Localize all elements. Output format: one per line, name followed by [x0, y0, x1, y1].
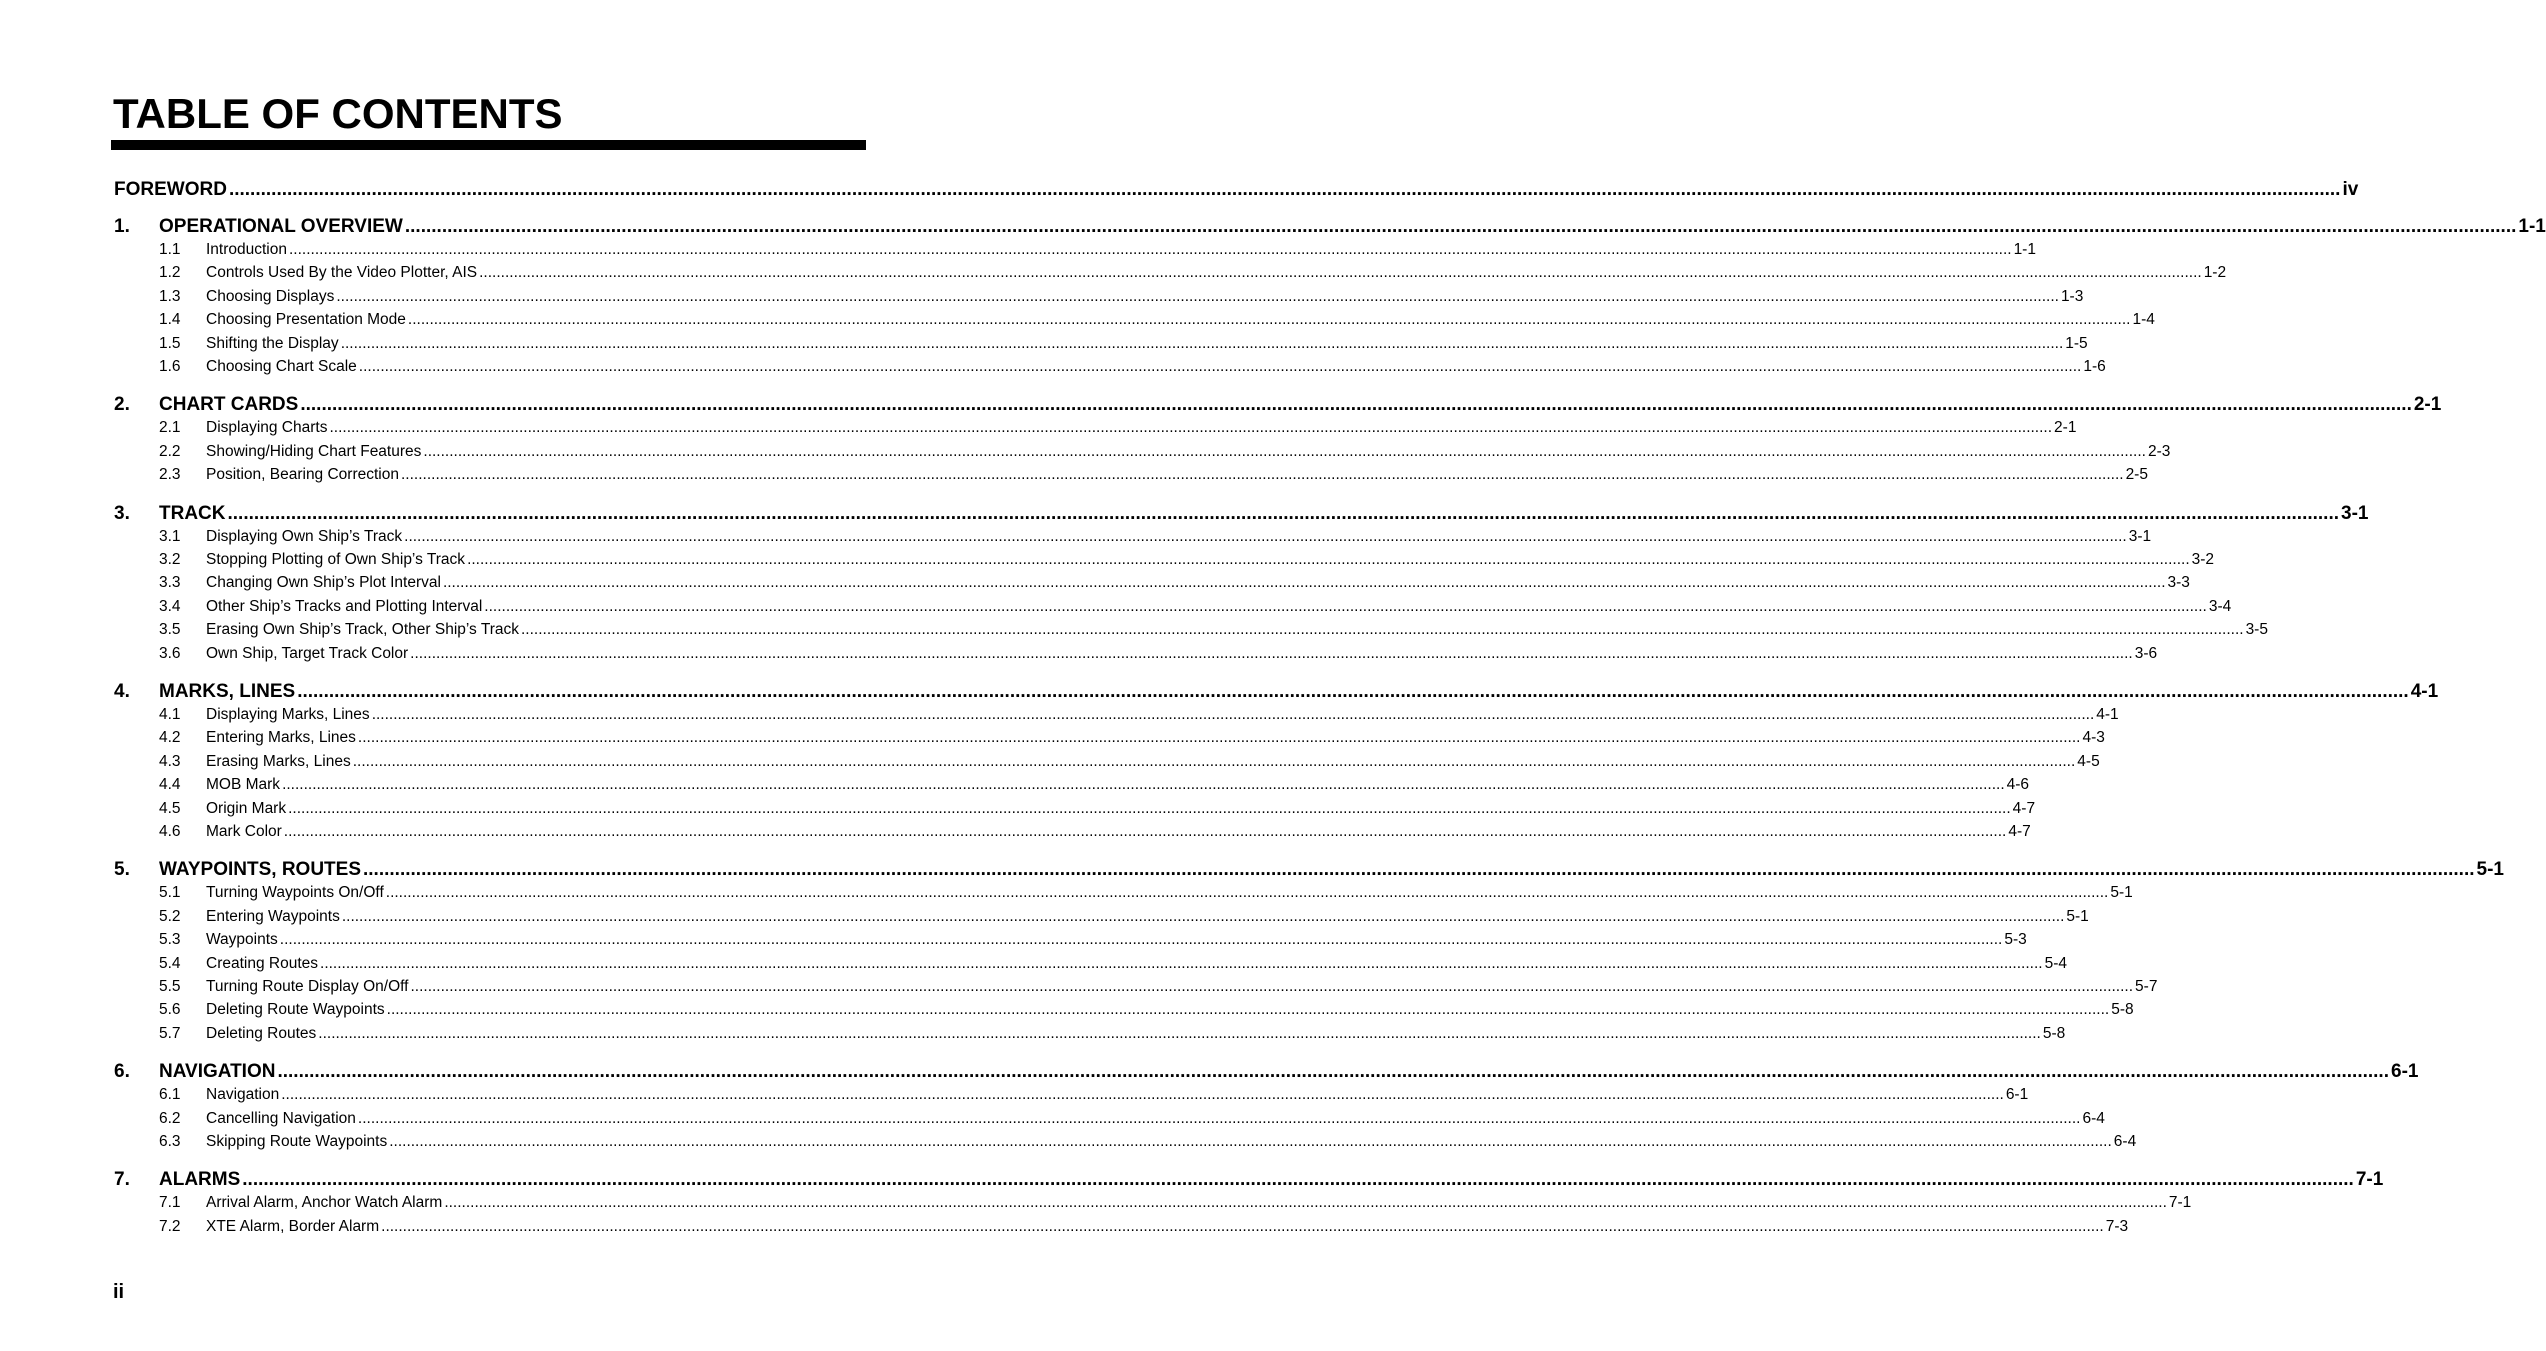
toc-entry-title: Navigation	[206, 1086, 280, 1104]
toc-entry-number: 5.3	[159, 931, 181, 949]
toc-entry-title: OPERATIONAL OVERVIEW	[159, 216, 403, 237]
toc-entry-page: 2-5	[2125, 466, 2148, 484]
toc-entry-page: 3-6	[2134, 644, 2158, 662]
dot-leader: ................................................................................................................................................................................................................................................................................................................................................................................................................	[444, 1194, 2167, 1212]
toc-section-entry[interactable]	[159, 728, 2105, 748]
dot-leader: ................................................................................................................................................................................................................................................................................................................................................................................................................	[358, 358, 2082, 375]
toc-entry-page: 6-4	[2113, 1133, 2137, 1150]
toc-section-entry[interactable]	[159, 310, 2155, 330]
toc-section-entry[interactable]	[159, 799, 2036, 819]
dot-leader: ................................................................................................................................................................................................................................................................................................................................................................................................................	[363, 859, 2475, 881]
toc-entry-page: 5-8	[2111, 1001, 2134, 1019]
toc-entry-title: Other Ship’s Tracks and Plotting Interval	[206, 597, 483, 615]
toc-entry-number: 5.5	[159, 978, 181, 995]
toc-entry-title: Arrival Alarm, Anchor Watch Alarm	[206, 1194, 443, 1212]
toc-entry-title: Choosing Displays	[206, 287, 335, 305]
toc-entry-page: 7-1	[2355, 1169, 2384, 1191]
toc-entry-title: Showing/Hiding Chart Features	[206, 442, 422, 460]
dot-leader: ................................................................................................................................................................................................................................................................................................................................................................................................................	[283, 823, 2007, 840]
toc-entry-number: 4.5	[159, 799, 181, 817]
dot-leader: ................................................................................................................................................................................................................................................................................................................................................................................................................	[320, 954, 2043, 972]
toc-section-entry[interactable]	[159, 1085, 2029, 1105]
dot-leader: ................................................................................................................................................................................................................................................................................................................................................................................................................	[442, 574, 2166, 592]
toc-entry-number: 3.6	[159, 644, 181, 662]
toc-entry-title: Erasing Marks, Lines	[206, 752, 351, 770]
toc-entry-title: Deleting Route Waypoints	[206, 1001, 385, 1019]
toc-entry-number: 5.4	[159, 954, 181, 972]
toc-entry-page: 6-1	[2391, 1061, 2419, 1083]
toc-section-entry[interactable]	[159, 334, 2088, 354]
toc-entry-number: 3.4	[159, 597, 181, 615]
toc-entry-number: 7.2	[159, 1217, 181, 1235]
toc-entry-title: Controls Used By the Video Plotter, AIS	[206, 264, 478, 282]
toc-entry-page: 1-1	[2518, 216, 2546, 237]
toc-section-entry[interactable]	[159, 550, 2215, 570]
toc-entry-page: 6-1	[2005, 1086, 2029, 1104]
dot-leader: ................................................................................................................................................................................................................................................................................................................................................................................................................	[281, 1086, 2004, 1104]
toc-chapter-entry[interactable]	[114, 502, 2369, 526]
toc-section-entry[interactable]	[159, 287, 2084, 307]
toc-entry-page: 7-1	[2168, 1194, 2192, 1212]
toc-entry-page: 4-1	[2410, 681, 2439, 702]
toc-entry-page: 3-1	[2341, 502, 2369, 524]
toc-entry-page: 3-3	[2167, 574, 2190, 592]
toc-entry-title: Changing Own Ship’s Plot Interval	[206, 574, 441, 592]
toc-section-entry[interactable]	[159, 907, 2089, 927]
toc-entry-title: Entering Marks, Lines	[206, 729, 356, 747]
toc-entry-title: Displaying Marks, Lines	[206, 706, 370, 723]
dot-leader: ................................................................................................................................................................................................................................................................................................................................................................................................................	[352, 752, 2076, 770]
toc-entry-page: 1-4	[2132, 311, 2155, 329]
dot-leader: ................................................................................................................................................................................................................................................................................................................................................................................................................	[341, 907, 2065, 925]
dot-leader: ................................................................................................................................................................................................................................................................................................................................................................................................................	[407, 311, 2131, 329]
toc-section-entry[interactable]	[159, 442, 2171, 462]
toc-entry-title: TRACK	[159, 502, 226, 524]
dot-leader: ................................................................................................................................................................................................................................................................................................................................................................................................................	[227, 502, 2340, 524]
toc-entry-number: 5.6	[159, 1001, 181, 1019]
toc-entry-title: Origin Mark	[206, 799, 287, 817]
toc-section-entry[interactable]	[159, 240, 2036, 260]
toc-entry-title: Erasing Own Ship’s Track, Other Ship’s Track	[206, 621, 519, 639]
toc-entry-number: 6.2	[159, 1109, 181, 1127]
title-divider	[111, 140, 866, 150]
toc-entry-title: Position, Bearing Correction	[206, 466, 399, 484]
toc-section-entry[interactable]	[159, 954, 2067, 974]
toc-section-entry[interactable]	[159, 775, 2030, 795]
dot-leader: ................................................................................................................................................................................................................................................................................................................................................................................................................	[404, 216, 2517, 237]
toc-entry-page: 5-1	[2066, 907, 2089, 925]
toc-entry-number: 1.	[114, 216, 130, 237]
toc-entry-number: 2.1	[159, 419, 181, 437]
page-title: TABLE OF CONTENTS	[113, 90, 563, 137]
page-number: ii	[113, 1281, 125, 1303]
toc-entry-page: 4-7	[2012, 799, 2036, 817]
toc-section-entry[interactable]	[159, 597, 2232, 617]
toc-entry-number: 4.4	[159, 776, 181, 794]
dot-leader: ................................................................................................................................................................................................................................................................................................................................................................................................................	[336, 287, 2059, 305]
toc-entry-page: 3-5	[2245, 621, 2268, 639]
dot-leader: ................................................................................................................................................................................................................................................................................................................................................................................................................	[279, 931, 2003, 949]
toc-entry-page: 4-7	[2008, 823, 2031, 840]
toc-section-entry[interactable]	[159, 527, 2152, 547]
toc-entry-title: Creating Routes	[206, 954, 319, 972]
toc-entry-page: 5-3	[2004, 931, 2027, 949]
toc-entry-title: Displaying Charts	[206, 419, 328, 437]
toc-entry-title: Entering Waypoints	[206, 907, 340, 925]
toc-entry-number: 6.3	[159, 1133, 181, 1150]
toc-entry-title: Shifting the Display	[206, 334, 339, 352]
toc-entry-page: 1-5	[2065, 334, 2088, 352]
dot-leader: ................................................................................................................................................................................................................................................................................................................................................................................................................	[423, 442, 2146, 460]
dot-leader: ................................................................................................................................................................................................................................................................................................................................................................................................................	[521, 621, 2244, 639]
toc-section-entry[interactable]	[159, 1024, 2066, 1044]
toc-entry-number: 1.5	[159, 334, 181, 352]
dot-leader: ................................................................................................................................................................................................................................................................................................................................................................................................................	[484, 597, 2207, 615]
toc-entry-title: XTE Alarm, Border Alarm	[206, 1217, 380, 1235]
toc-entry-number: 5.	[114, 859, 130, 881]
toc-entry-page: 4-5	[2077, 752, 2100, 770]
toc-section-entry[interactable]	[159, 752, 2100, 772]
toc-entry-number: 1.3	[159, 287, 181, 305]
dot-leader: ................................................................................................................................................................................................................................................................................................................................................................................................................	[288, 799, 2011, 817]
toc-section-entry[interactable]	[159, 1217, 2129, 1237]
dot-leader: ................................................................................................................................................................................................................................................................................................................................................................................................................	[404, 527, 2127, 545]
toc-entry-page: 3-2	[2191, 551, 2215, 568]
dot-leader: ................................................................................................................................................................................................................................................................................................................................................................................................................	[289, 241, 2012, 258]
toc-entry-number: 6.1	[159, 1086, 181, 1104]
toc-entry-page: 1-6	[2083, 358, 2106, 375]
toc-section-entry[interactable]	[159, 465, 2148, 485]
toc-section-entry[interactable]	[159, 883, 2133, 903]
dot-leader: ................................................................................................................................................................................................................................................................................................................................................................................................................	[381, 1217, 2104, 1235]
toc-entry-page: 4-1	[2096, 706, 2119, 723]
toc-entry-number: 3.5	[159, 621, 181, 639]
toc-section-entry[interactable]	[159, 418, 2077, 438]
toc-section-entry[interactable]	[159, 1193, 2192, 1213]
dot-leader: ................................................................................................................................................................................................................................................................................................................................................................................................................	[386, 1001, 2110, 1019]
toc-entry-page: iv	[2342, 179, 2359, 200]
toc-entry-title: Turning Waypoints On/Off	[206, 884, 384, 902]
toc-entry-page: 1-3	[2060, 287, 2084, 305]
toc-chapter-entry[interactable]	[114, 1060, 2419, 1084]
toc-entry-title: Choosing Chart Scale	[206, 358, 357, 375]
toc-entry-number: 4.3	[159, 752, 181, 770]
dot-leader: ................................................................................................................................................................................................................................................................................................................................................................................................................	[401, 466, 2124, 484]
toc-entry-page: 2-3	[2147, 442, 2171, 460]
toc-entry-number: 3.1	[159, 527, 181, 545]
toc-entry-page: 5-8	[2042, 1024, 2066, 1042]
toc-entry-title: Cancelling Navigation	[206, 1109, 356, 1127]
toc-entry-title: Own Ship, Target Track Color	[206, 644, 409, 662]
toc-entry-number: 4.	[114, 681, 130, 702]
toc-entry-number: 4.1	[159, 706, 181, 723]
toc-entry-page: 1-2	[2203, 264, 2227, 282]
toc-entry-page: 6-4	[2082, 1109, 2105, 1127]
toc-entry-title: WAYPOINTS, ROUTES	[159, 859, 361, 881]
toc-entry-title: Turning Route Display On/Off	[206, 978, 409, 995]
toc-entry-number: 7.	[114, 1169, 130, 1191]
dot-leader: ................................................................................................................................................................................................................................................................................................................................................................................................................	[228, 179, 2341, 200]
toc-entry-number: 2.3	[159, 466, 181, 484]
toc-chapter-entry[interactable]	[114, 215, 2546, 239]
dot-leader: ................................................................................................................................................................................................................................................................................................................................................................................................................	[410, 978, 2134, 995]
toc-section-entry[interactable]	[159, 1132, 2137, 1152]
toc-entry-page: 2-1	[2413, 394, 2442, 416]
toc-entry-number: 1.6	[159, 358, 181, 375]
toc-section-entry[interactable]	[159, 644, 2158, 664]
toc-section-entry[interactable]	[159, 357, 2106, 377]
dot-leader: ................................................................................................................................................................................................................................................................................................................................................................................................................	[282, 776, 2005, 794]
toc-section-entry[interactable]	[159, 930, 2027, 950]
toc-chapter-entry[interactable]	[114, 1168, 2384, 1192]
toc-entry-number: 3.2	[159, 551, 181, 568]
dot-leader: ................................................................................................................................................................................................................................................................................................................................................................................................................	[410, 644, 2133, 662]
dot-leader: ................................................................................................................................................................................................................................................................................................................................................................................................................	[300, 394, 2412, 416]
toc-section-entry[interactable]	[159, 1109, 2105, 1129]
toc-entry-page: 1-1	[2013, 241, 2036, 258]
toc-section-entry[interactable]	[159, 573, 2190, 593]
toc-entry-page: 5-1	[2110, 884, 2133, 902]
toc-entry-page: 5-4	[2044, 954, 2067, 972]
dot-leader: ................................................................................................................................................................................................................................................................................................................................................................................................................	[385, 884, 2109, 902]
toc-entry-title: Skipping Route Waypoints	[206, 1133, 388, 1150]
toc-entry-number: 2.	[114, 394, 130, 416]
toc-entry-number: 2.2	[159, 442, 181, 460]
toc-entry-page: 4-6	[2006, 776, 2030, 794]
dot-leader: ................................................................................................................................................................................................................................................................................................................................................................................................................	[479, 264, 2202, 282]
toc-entry-number: 4.2	[159, 729, 181, 747]
toc-entry-number: 5.1	[159, 884, 181, 902]
toc-entry-number: 3.	[114, 502, 130, 524]
toc-chapter-entry[interactable]	[114, 178, 2359, 202]
dot-leader: ................................................................................................................................................................................................................................................................................................................................................................................................................	[371, 706, 2095, 723]
toc-entry-page: 2-1	[2054, 419, 2077, 437]
toc-entry-number: 6.	[114, 1061, 130, 1083]
toc-section-entry[interactable]	[159, 263, 2227, 283]
dot-leader: ................................................................................................................................................................................................................................................................................................................................................................................................................	[357, 729, 2081, 747]
toc-entry-number: 3.3	[159, 574, 181, 592]
toc-entry-number: 7.1	[159, 1194, 181, 1212]
toc-section-entry[interactable]	[159, 620, 2268, 640]
dot-leader: ................................................................................................................................................................................................................................................................................................................................................................................................................	[277, 1061, 2389, 1083]
toc-entry-title: Displaying Own Ship’s Track	[206, 527, 403, 545]
dot-leader: ................................................................................................................................................................................................................................................................................................................................................................................................................	[329, 419, 2053, 437]
toc-section-entry[interactable]	[159, 705, 2119, 725]
toc-entry-page: 3-4	[2208, 597, 2232, 615]
toc-chapter-entry[interactable]	[114, 393, 2442, 417]
dot-leader: ................................................................................................................................................................................................................................................................................................................................................................................................................	[340, 334, 2064, 352]
toc-entry-title: Deleting Routes	[206, 1024, 317, 1042]
toc-entry-number: 5.7	[159, 1024, 181, 1042]
toc-entry-title: Choosing Presentation Mode	[206, 311, 406, 329]
toc-entry-title: Mark Color	[206, 823, 282, 840]
toc-entry-title: FOREWORD	[114, 179, 227, 200]
toc-entry-title: Waypoints	[206, 931, 278, 949]
toc-entry-title: MOB Mark	[206, 776, 281, 794]
toc-entry-page: 4-3	[2082, 729, 2105, 747]
toc-entry-title: ALARMS	[159, 1169, 241, 1191]
dot-leader: ................................................................................................................................................................................................................................................................................................................................................................................................................	[389, 1133, 2112, 1150]
toc-entry-number: 1.1	[159, 241, 181, 258]
toc-entry-page: 5-7	[2135, 978, 2158, 995]
toc-entry-title: NAVIGATION	[159, 1061, 276, 1083]
toc-entry-page: 7-3	[2105, 1217, 2129, 1235]
toc-section-entry[interactable]	[159, 1000, 2134, 1020]
toc-entry-number: 5.2	[159, 907, 181, 925]
toc-entry-title: MARKS, LINES	[159, 681, 296, 702]
toc-section-entry[interactable]	[159, 822, 2031, 842]
toc-chapter-entry[interactable]	[114, 680, 2439, 704]
dot-leader: ................................................................................................................................................................................................................................................................................................................................................................................................................	[467, 551, 2190, 568]
toc-section-entry[interactable]	[159, 977, 2158, 997]
toc-entry-title: Stopping Plotting of Own Ship’s Track	[206, 551, 466, 568]
toc-entry-title: Introduction	[206, 241, 287, 258]
toc-entry-title: CHART CARDS	[159, 394, 299, 416]
dot-leader: ................................................................................................................................................................................................................................................................................................................................................................................................................	[242, 1169, 2354, 1191]
toc-entry-number: 4.6	[159, 823, 181, 840]
dot-leader: ................................................................................................................................................................................................................................................................................................................................................................................................................	[297, 681, 2409, 702]
dot-leader: ................................................................................................................................................................................................................................................................................................................................................................................................................	[318, 1024, 2041, 1042]
toc-entry-number: 1.4	[159, 311, 181, 329]
toc-chapter-entry[interactable]	[114, 858, 2504, 882]
toc-entry-page: 5-1	[2476, 859, 2504, 881]
toc-entry-page: 3-1	[2128, 527, 2152, 545]
dot-leader: ................................................................................................................................................................................................................................................................................................................................................................................................................	[357, 1109, 2081, 1127]
toc-entry-number: 1.2	[159, 264, 181, 282]
